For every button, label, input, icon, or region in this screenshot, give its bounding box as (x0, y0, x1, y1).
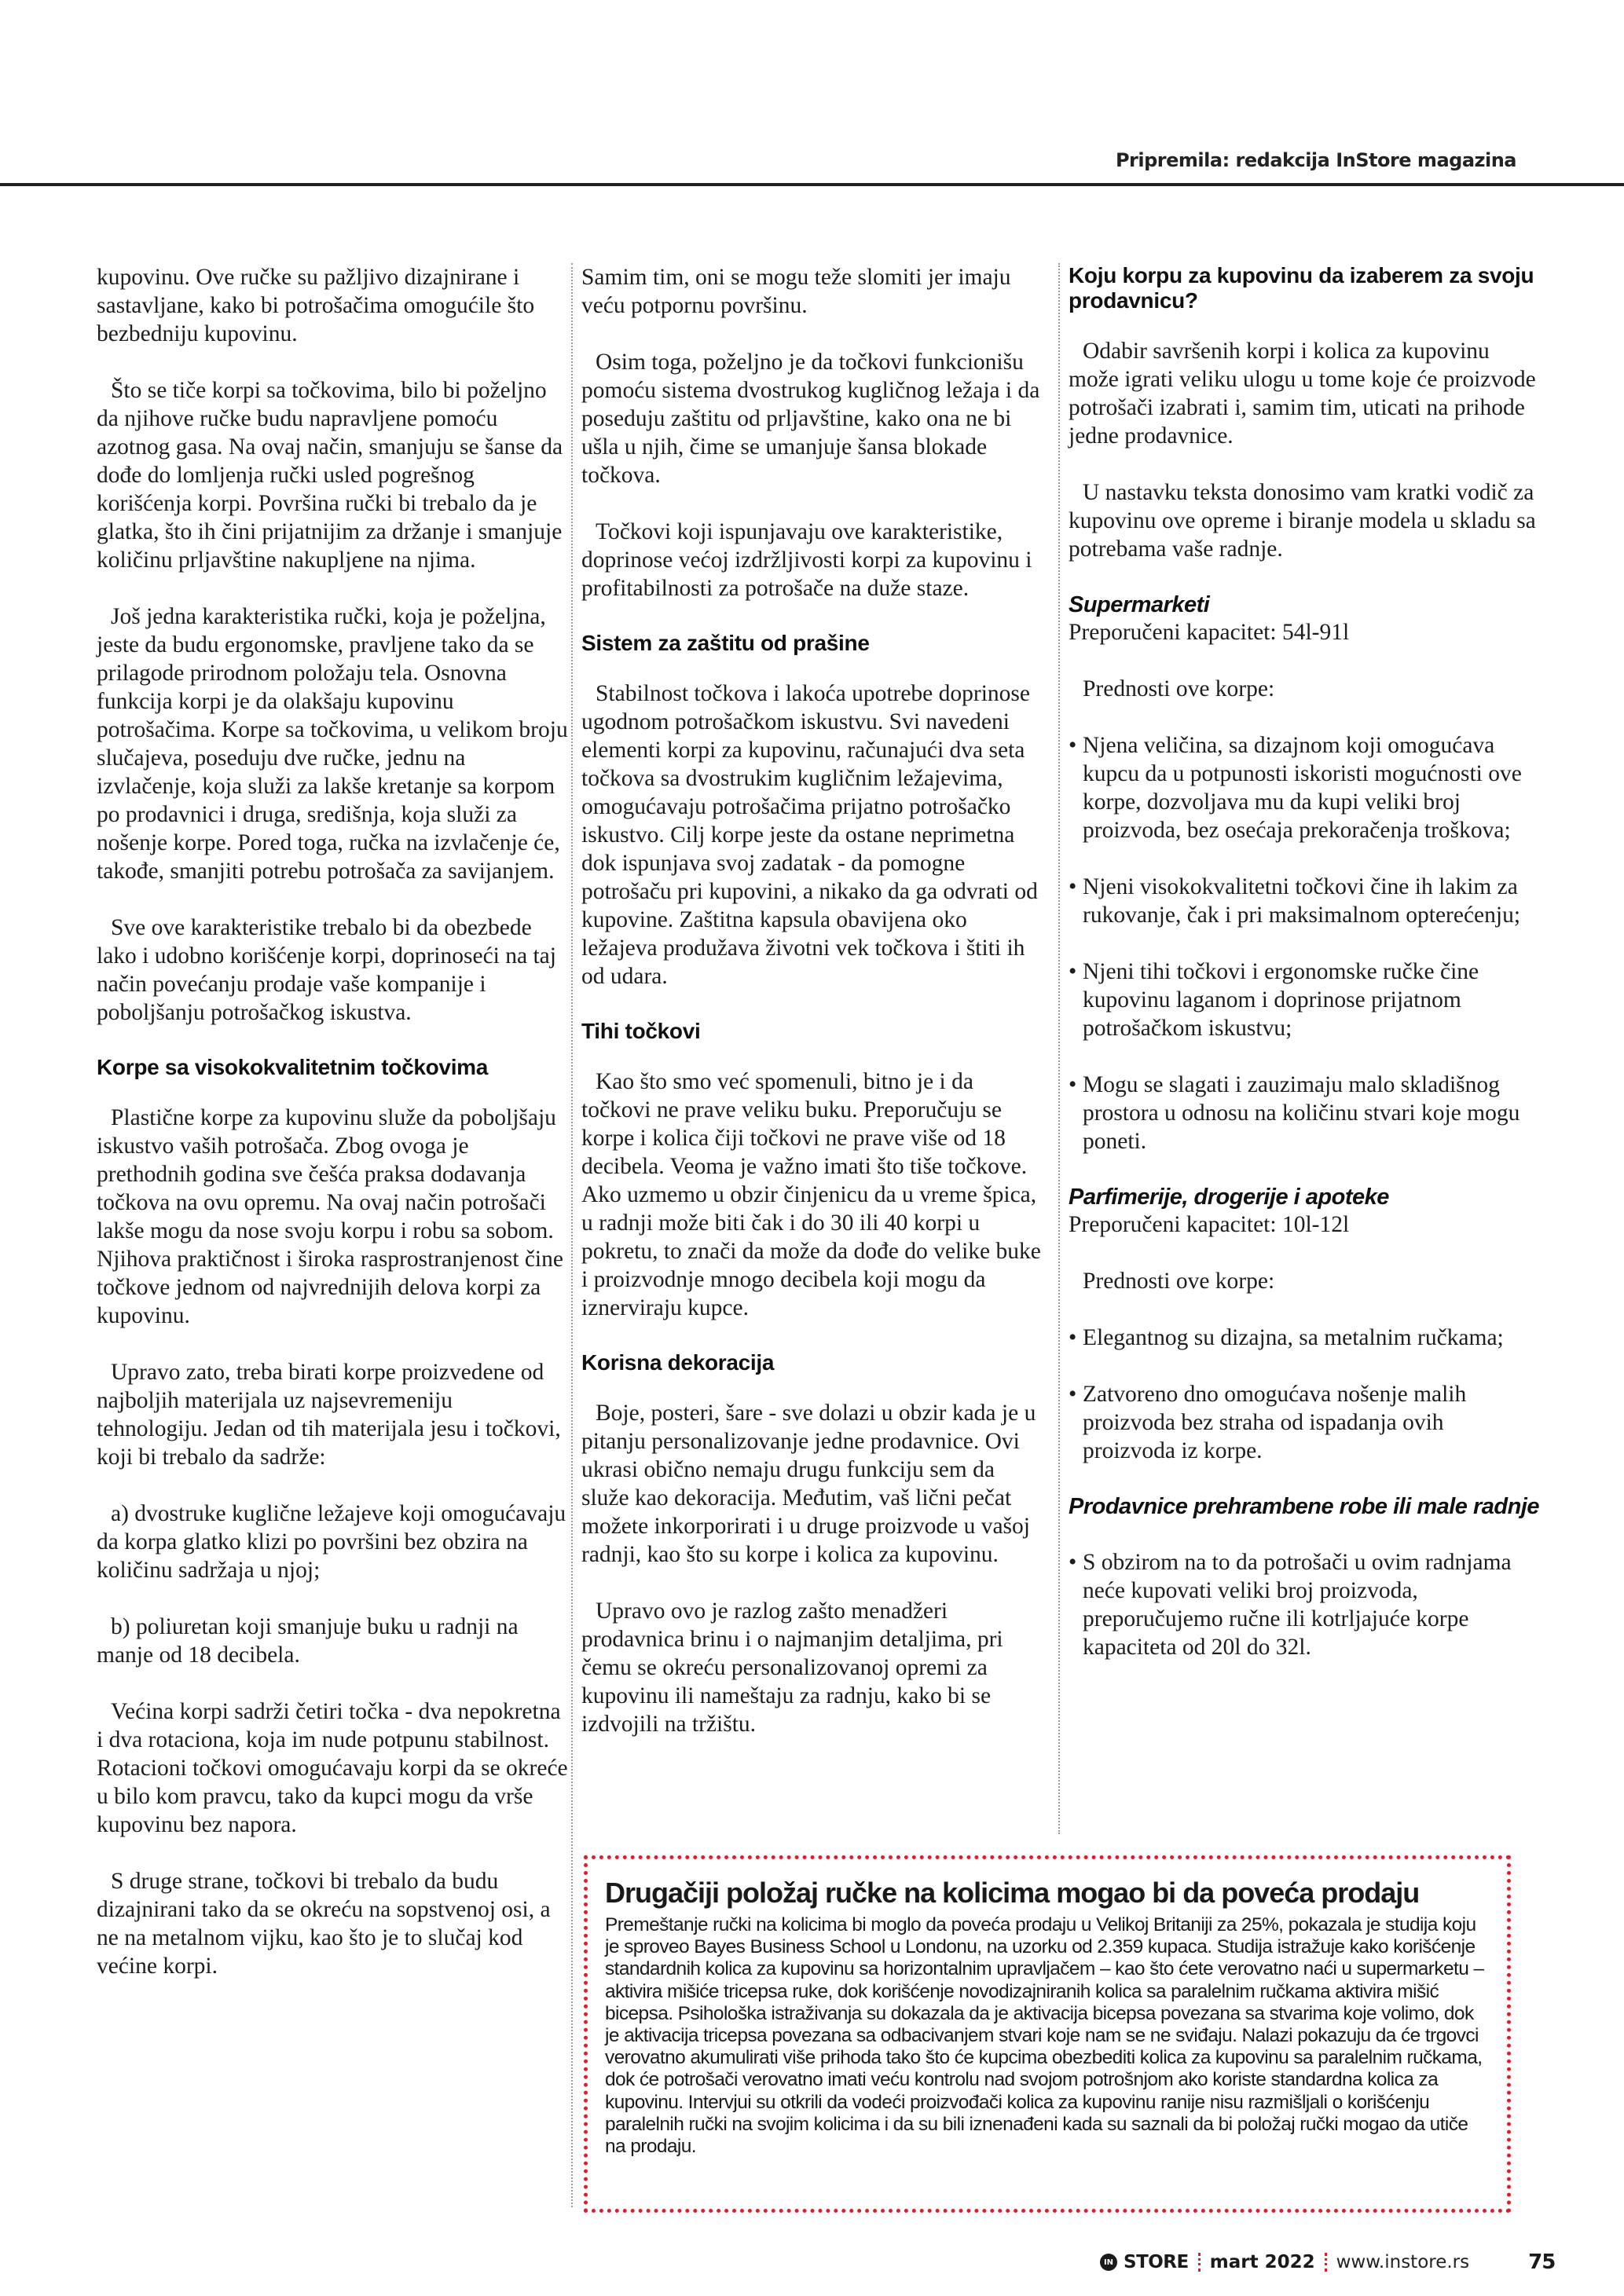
paragraph: Boje, posteri, šare - sve dolazi u obzir kada je u pitanju personalizovanje jedne prodavnice. Ovi ukrasi obično nemaju drugu funkciju sem da služe kao dekoracija. Međutim, vaš lični pečat možete inkorporirati i u druge proizvode u vašoj radnji, kao što su korpe i kolica za kupovinu. (581, 1401, 1036, 1567)
section-heading: Korpe sa visokokvalitetnim točkovima (97, 1055, 489, 1079)
bullet-icon: • (1069, 733, 1077, 758)
category-intro: Prednosti ove korpe: (1083, 1269, 1275, 1294)
paragraph: Upravo ovo je razlog zašto menadžeri prodavnica brinu i o najmanjim detaljima, pri čemu se okreću personalizovanoj opremi za kupovinu ili nameštaju za radnju, kako bi se izdvojili na tržištu. (581, 1598, 1003, 1737)
bullet-list (1069, 1324, 1540, 1465)
paragraph: Upravo zato, treba birati korpe proizvedene od najboljih materijala uz najsevremeniju tehnologiju. Jedan od tih materijala jesu i točkovi, koji bi trebalo da sadrže: (97, 1360, 561, 1470)
bullet-item: • Njeni tihi točkovi i ergonomske ručke čine kupovinu laganom i doprinose prijatnom potrošačkom iskustvu; (1069, 959, 1479, 1041)
paragraph: Stabilnost točkova i lakoća upotrebe doprinose ugodnom potrošačkom iskustvu. Svi navedeni elementi korpi za kupovinu, računajući dva seta točkova sa dvostrukim kugličnim ležajevima, omogućavaju potrošačima prijatno potrošačko iskustvo. Cilj korpe jeste da ostane neprimetna dok ispunjava svoj zadatak - da pomogne potrošaču pri kupovini, a nikako da ga odvrati od kupovine. Zaštitna kapsula obavijena oko ležajeva produžava životni vek točkova i štiti ih od udara. (581, 681, 1038, 989)
category-supermarketi (1069, 591, 1540, 1155)
column-divider (1058, 263, 1060, 1834)
list-item-b: b) poliuretan koji smanjuje buku u radnji na manje od 18 decibela. (97, 1614, 519, 1668)
page-footer (1100, 2248, 1555, 2276)
bullet-icon: • (1069, 1325, 1077, 1350)
bullet-item: • Elegantnog su dizajna, sa metalnim ručkama; (1069, 1325, 1504, 1350)
paragraph: Kao što smo već spomenuli, bitno je i da točkovi ne prave veliku buku. Preporučuju se korpe i kolica čiji točkovi ne prave više od 18 decibela. Veoma je važno imati što tiše točkove. Ako uzmemo u obzir činjenicu da u vreme špica, u radnji može biti čak i do 30 ili 40 korpi u pokretu, to znači da može da dođe do velike buke i proizvodnje mnogo decibela koji mogu da iznerviraju kupce. (581, 1069, 1041, 1320)
paragraph: Što se tiče korpi sa točkovima, bilo bi poželjno da njihove ručke budu napravljene pomoću azotnog gasa. Na ovaj način, smanjuju se šanse da dođe do lomljenja ručki usled pogrešnog korišćenja korpi. Površina ručki bi trebalo da je glatka, što ih čini prijatnijim za držanje i smanjuje količinu prljavštine nakupljene na njima. (97, 378, 563, 573)
footer-divider (1198, 2253, 1201, 2272)
list-item-a: a) dvostruke kuglične ležajeve koji omogućavaju da korpa glatko klizi po površini bez obzira na količinu sadržaja u njoj; (97, 1501, 566, 1583)
header-credit: Pripremila: redakcija InStore magazina (1115, 149, 1516, 171)
paragraph: Točkovi koji ispunjavaju ove karakteristike, doprinose većoj izdržljivosti korpi za kupovinu i profitabilnosti za potrošače na duže staze. (581, 519, 1032, 601)
bullet-item: • Njeni visokokvalitetni točkovi čine ih lakim za rukovanje, čak i pri maksimalnom opterećenju; (1069, 874, 1521, 928)
section-heading: Sistem za zaštitu od prašine (581, 631, 870, 655)
bullet-item: • S obzirom na to da potrošači u ovim radnjama neće kupovati veliki broj proizvoda, preporučujemo ručne ili kotrljajuće korpe kapaciteta od 20l do 32l. (1069, 1550, 1512, 1660)
category-male-radnje (1069, 1493, 1540, 1661)
article-column-2 (581, 263, 1045, 1767)
section-heading: Korisna dekoracija (581, 1350, 775, 1375)
footer-divider (1325, 2253, 1327, 2272)
section-heading: Tihi točkovi (581, 1019, 701, 1043)
category-parfimerije (1069, 1184, 1540, 1465)
article-column-1 (97, 263, 568, 2009)
website-link[interactable]: www.instore.rs (1336, 2252, 1470, 2272)
category-capacity: Preporučeni kapacitet: 54l-91l (1069, 620, 1350, 645)
category-title: Supermarketi (1069, 592, 1210, 617)
bullet-item: • Njena veličina, sa dizajnom koji omogućava kupcu da u potpunosti iskoristi mogućnosti ove korpe, dozvoljava mu da kupi veliki broj proizvoda, bez osećaja prekoračenja troškova; (1069, 733, 1522, 843)
bullet-icon: • (1069, 959, 1077, 984)
page-number: 75 (1528, 2250, 1556, 2274)
paragraph: Plastične korpe za kupovinu služe da poboljšaju iskustvo vaših potrošača. Zbog ovoga je prethodnih godina sve češća praksa dodavanja točkova na ovu opremu. Na ovaj način potrošači lakše mogu da nose svoju korpu i robu sa sobom. Njihova praktičnost i široka rasprostranjenost čine točkove jednom od najvrednijih delova korpi za kupovinu. (97, 1105, 563, 1328)
paragraph: Sve ove karakteristike trebalo bi da obezbede lako i udobno korišćenje korpi, doprinoseći na taj način povećanju prodaje vaše kompanije i poboljšanju potrošačkog iskustva. (97, 915, 556, 1025)
bullet-icon: • (1069, 1550, 1077, 1575)
header-rule (0, 183, 1624, 186)
category-intro: Prednosti ove korpe: (1083, 676, 1275, 701)
bullet-icon: • (1069, 1072, 1077, 1097)
section-heading: Koju korpu za kupovinu da izaberem za svoju prodavnicu? (1069, 263, 1534, 313)
paragraph: U nastavku teksta donosimo vam kratki vodič za kupovinu ove opreme i biranje modela u skladu sa potrebama vaše radnje. (1069, 480, 1536, 562)
paragraph: S druge strane, točkovi bi trebalo da budu dizajnirani tako da se okreću na sopstvenoj osi, a ne na metalnom vijku, kao što je to slučaj kod većine korpi. (97, 1869, 551, 1979)
bullet-icon: • (1069, 874, 1077, 899)
paragraph: kupovinu. Ove ručke su pažljivo dizajnirane i sastavljane, kako bi potrošačima omogućile što bezbedniju kupovinu. (97, 265, 535, 346)
sidebar-title: Drugačiji položaj ručke na kolicima mogao bi da poveća prodaju (605, 1877, 1420, 1909)
instore-logo-icon: IN (1100, 2254, 1117, 2271)
category-title: Parfimerije, drogerije i apoteke (1069, 1185, 1389, 1210)
paragraph: Odabir savršenih korpi i kolica za kupovinu može igrati veliku ulogu u tome koje će proizvode potrošači izabrati i, samim tim, uticati na prihode jedne prodavnice. (1069, 339, 1536, 449)
paragraph: Osim toga, poželjno je da točkovi funkcionišu pomoću sistema dvostrukog kugličnog ležaja i da poseduju zaštitu od prljavštine, kako ona ne bi ušla u njih, čime se umanjuje šansa blokade točkova. (581, 350, 1040, 488)
sidebar-box (584, 1855, 1511, 2213)
category-title: Prodavnice prehrambene robe ili male radnje (1069, 1494, 1539, 1519)
bullet-item: • Mogu se slagati i zauzimaju malo skladišnog prostora u odnosu na količinu stvari koje mogu poneti. (1069, 1072, 1520, 1154)
bullet-icon: • (1069, 1382, 1077, 1407)
category-capacity: Preporučeni kapacitet: 10l-12l (1069, 1212, 1350, 1237)
instore-logo-text: STORE (1124, 2252, 1189, 2272)
column-divider (571, 263, 573, 2207)
issue-date: mart 2022 (1209, 2252, 1315, 2272)
paragraph: Samim tim, oni se mogu teže slomiti jer imaju veću potpornu površinu. (581, 265, 1011, 318)
bullet-item: • Zatvoreno dno omogućava nošenje malih proizvoda bez straha od ispadanja ovih proizvoda iz korpe. (1069, 1382, 1467, 1463)
paragraph: Većina korpi sadrži četiri točka - dva nepokretna i dva rotaciona, koja im nude potpunu stabilnost. Rotacioni točkovi omogućavaju korpi da se okreće u bilo kom pravcu, tako da kupci mogu da vrše kupovinu bez napora. (97, 1699, 568, 1837)
article-column-3 (1069, 263, 1540, 1690)
bullet-list (1069, 1548, 1540, 1661)
bullet-list (1069, 731, 1540, 1155)
paragraph: Još jedna karakteristika ručki, koja je poželjna, jeste da budu ergonomske, pravljene tako da se prilagode prirodnom položaju tela. Osnovna funkcija korpi je da olakšaju kupovinu potrošačima. Korpe sa točkovima, u velikom broju slučajeva, poseduju dve ručke, jednu na izvlačenje, koja služi za lakše kretanje sa korpom po prodavnici i druga, središnja, koja služi za nošenje korpe. Pored toga, ručka na izvlačenje će, takođe, smanjiti potrebu potrošača za savijanjem. (97, 604, 568, 884)
sidebar-body: Premeštanje ručki na kolicima bi moglo da poveća prodaju u Velikoj Britaniji za 25%, pokazala je studija koju je sproveo Bayes Business School u Londonu, na uzorku od 2.359 kupaca. Studija istražuje kako korišćenje standardnih kolica za kupovinu sa horizontalnim upravljačem – kao što ćete verovatno naći u supermarketu – aktivira mišiće tricepsa ruke, dok korišćenje novodizajniranih kolica sa paralelnim ručkama aktivira mišić bicepsa. Psihološka istraživanja su dokazala da je aktivacija bicepsa povezana sa stvarima koje volimo, dok je aktivacija tricepsa povezana sa odbacivanjem stvari koje nam se ne sviđaju. Nalazi pokazuju da će trgovci verovatno akumulirati više prihoda tako što će kupcima obezbediti kolica za kupovinu sa paralelnim ručkama, dok će potrošači verovatno imati veću kontrolu nad svojom potrošnjom ako koriste standardna kolica za kupovinu. Intervjui su otkrili da vodeći proizvođači kolica za kupovinu ranije nisu razmišljali o korišćenju paralelnih ručki na svojim kolicima i da su bili iznenađeni kada su saznali da bi položaj ručki mogao da utiče na prodaju. (605, 1914, 1484, 2158)
